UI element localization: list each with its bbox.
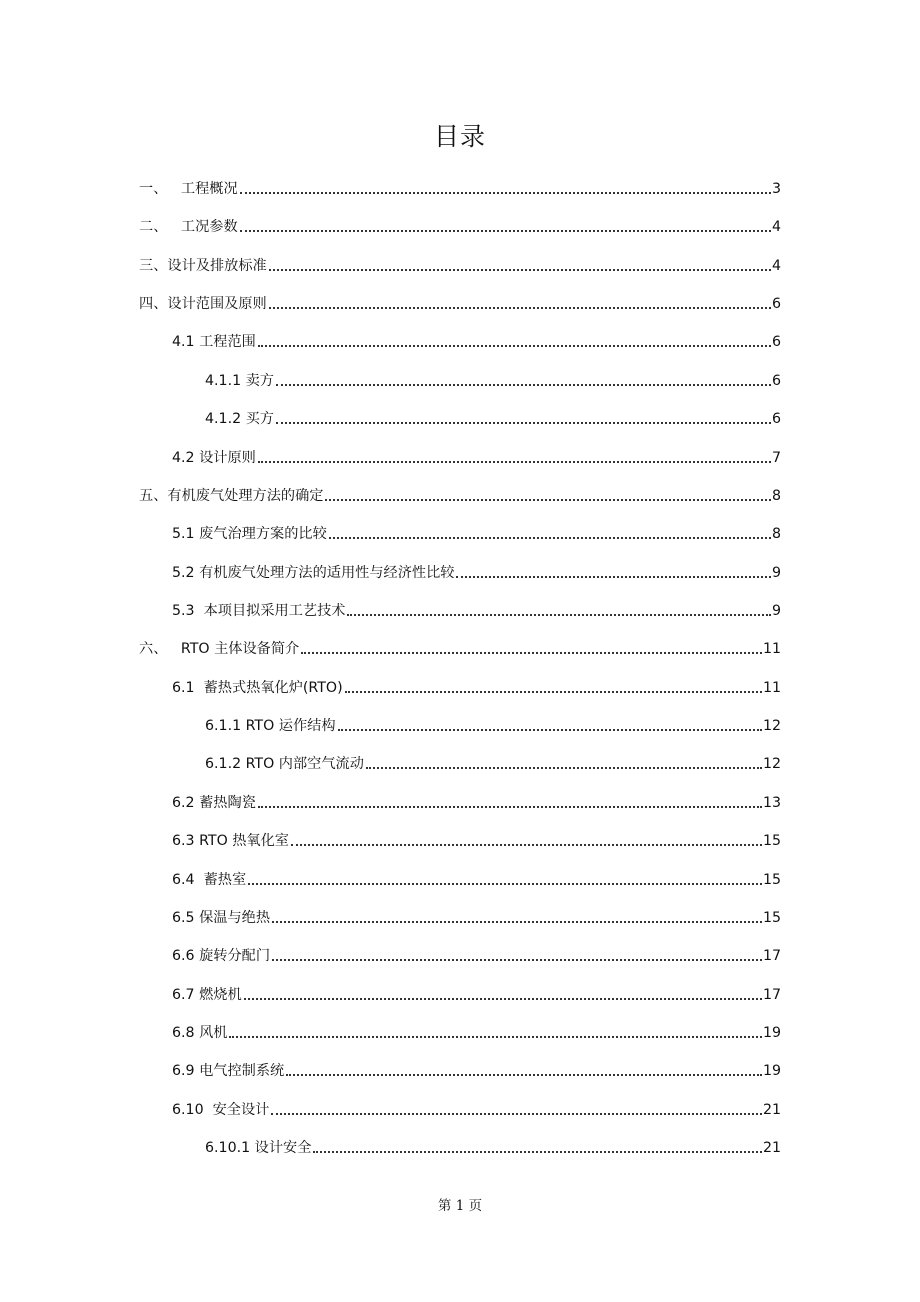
toc-entry[interactable]: [172, 560, 781, 582]
toc-entry-page: 6: [771, 296, 781, 312]
toc-entry-label: 5.2 有机废气处理方法的适用性与经济性比较: [172, 565, 455, 581]
toc-entry-page: 15: [762, 910, 781, 926]
toc-leader-dots: [269, 269, 771, 271]
toc-entry[interactable]: [139, 214, 781, 236]
toc-entry-label: 4.2 设计原则: [172, 450, 256, 466]
toc-entry[interactable]: [172, 943, 781, 965]
toc-entry[interactable]: [172, 1058, 781, 1080]
toc-entry-page: 6: [771, 373, 781, 389]
toc-entry-label: 6.1 蓄热式热氧化炉(RTO): [172, 680, 343, 696]
toc-entry-label: 6.9 电气控制系统: [172, 1063, 285, 1079]
toc-entry-label: 6.6 旋转分配门: [172, 948, 271, 964]
toc-entry-page: 6: [771, 411, 781, 427]
toc-entry-label: 二、 工况参数: [139, 219, 238, 235]
toc-entry[interactable]: [172, 790, 781, 812]
toc-entry-page: 11: [762, 641, 781, 657]
toc-leader-dots: [325, 499, 771, 501]
toc-leader-dots: [272, 959, 762, 961]
toc-leader-dots: [272, 921, 762, 923]
toc-entry-page: 3: [771, 181, 781, 197]
toc-entry-page: 8: [771, 488, 781, 504]
page-number-footer: 第 1 页: [437, 1198, 483, 1214]
toc-leader-dots: [240, 192, 771, 194]
toc-entry[interactable]: [172, 905, 781, 927]
toc-entry-label: 4.1.2 买方: [205, 411, 274, 427]
toc-entry-label: 六、 RTO 主体设备简介: [139, 641, 300, 657]
toc-entry-page: 4: [771, 219, 781, 235]
toc-entry[interactable]: [205, 368, 781, 390]
toc-leader-dots: [229, 1036, 761, 1038]
toc-entry[interactable]: [139, 483, 781, 505]
toc-leader-dots: [258, 461, 771, 463]
toc-leader-dots: [456, 576, 771, 578]
toc-entry-label: 6.5 保温与绝热: [172, 910, 271, 926]
toc-entry[interactable]: [172, 828, 781, 850]
toc-entry[interactable]: [205, 406, 781, 428]
toc-leader-dots: [244, 998, 762, 1000]
toc-leader-dots: [301, 652, 762, 654]
toc-leader-dots: [345, 691, 762, 693]
toc-entry-label: 6.8 风机: [172, 1025, 228, 1041]
toc-leader-dots: [347, 614, 771, 616]
toc-entry[interactable]: [139, 176, 781, 198]
toc-entry-label: 6.4 蓄热室: [172, 872, 247, 888]
toc-leader-dots: [286, 1074, 762, 1076]
toc-entry-label: 6.1.1 RTO 运作结构: [205, 718, 336, 734]
toc-entry-page: 17: [762, 948, 781, 964]
toc-leader-dots: [258, 345, 771, 347]
toc-leader-dots: [329, 537, 771, 539]
toc-leader-dots: [276, 422, 771, 424]
toc-leader-dots: [338, 729, 762, 731]
toc-entry-label: 4.1.1 卖方: [205, 373, 274, 389]
toc-entry[interactable]: [172, 867, 781, 889]
toc-entry-page: 12: [762, 718, 781, 734]
toc-entry-label: 一、 工程概况: [139, 181, 238, 197]
toc-entry-page: 6: [771, 334, 781, 350]
toc-leader-dots: [276, 384, 771, 386]
toc-leader-dots: [269, 307, 771, 309]
toc-entry-page: 13: [762, 795, 781, 811]
toc-entry-page: 12: [762, 756, 781, 772]
toc-leader-dots: [271, 1113, 762, 1115]
toc-entry[interactable]: [172, 1097, 781, 1119]
toc-entry-page: 19: [762, 1063, 781, 1079]
toc-entry-page: 9: [771, 565, 781, 581]
toc-entry-label: 5.3 本项目拟采用工艺技术: [172, 603, 346, 619]
toc-entry[interactable]: [205, 1135, 781, 1157]
toc-entry-label: 5.1 废气治理方案的比较: [172, 526, 327, 542]
toc-entry[interactable]: [139, 291, 781, 313]
toc-entry-label: 4.1 工程范围: [172, 334, 256, 350]
toc-entry[interactable]: [139, 253, 781, 275]
toc-entry-label: 6.2 蓄热陶瓷: [172, 795, 256, 811]
toc-entry-page: 21: [762, 1102, 781, 1118]
toc-entry-page: 4: [771, 258, 781, 274]
toc-entry-label: 三、设计及排放标准: [139, 258, 267, 274]
toc-entry-page: 8: [771, 526, 781, 542]
toc-entry-page: 19: [762, 1025, 781, 1041]
toc-entry-page: 21: [762, 1140, 781, 1156]
toc-leader-dots: [291, 844, 762, 846]
page-title: 目录: [433, 122, 486, 151]
toc-entry[interactable]: [172, 675, 781, 697]
toc-entry[interactable]: [172, 1020, 781, 1042]
toc-entry[interactable]: [172, 445, 781, 467]
toc-entry-label: 6.7 燃烧机: [172, 987, 242, 1003]
toc-leader-dots: [240, 230, 771, 232]
toc-entry[interactable]: [172, 521, 781, 543]
toc-entry-page: 17: [762, 987, 781, 1003]
toc-entry-label: 6.10.1 设计安全: [205, 1140, 312, 1156]
toc-entry-page: 15: [762, 872, 781, 888]
toc-entry[interactable]: [205, 751, 781, 773]
toc-entry[interactable]: [172, 329, 781, 351]
toc-entry-label: 6.3 RTO 热氧化室: [172, 833, 289, 849]
toc-leader-dots: [248, 883, 762, 885]
toc-entry[interactable]: [172, 598, 781, 620]
toc-entry-label: 6.1.2 RTO 内部空气流动: [205, 756, 364, 772]
toc-entry-page: 15: [762, 833, 781, 849]
toc-entry-label: 6.10 安全设计: [172, 1102, 270, 1118]
toc-entry[interactable]: [139, 636, 781, 658]
toc-entry-label: 五、有机废气处理方法的确定: [139, 488, 324, 504]
toc-entry-page: 11: [762, 680, 781, 696]
toc-leader-dots: [258, 806, 762, 808]
toc-leader-dots: [366, 767, 762, 769]
toc-entry-page: 9: [771, 603, 781, 619]
toc-entry[interactable]: [205, 713, 781, 735]
toc-entry[interactable]: [172, 982, 781, 1004]
toc-entry-page: 7: [771, 450, 781, 466]
toc-entry-label: 四、设计范围及原则: [139, 296, 267, 312]
toc-leader-dots: [313, 1151, 762, 1153]
